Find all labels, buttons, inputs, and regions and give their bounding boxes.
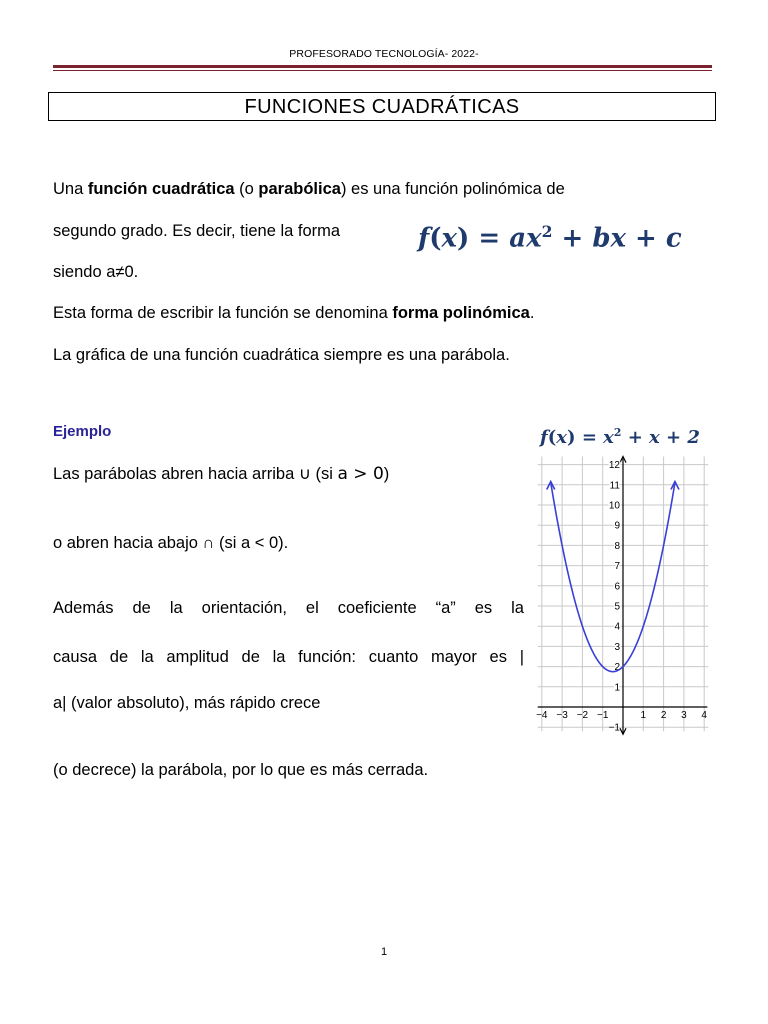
example-formula: $f(x) = x^2 + x + 2$ xyxy=(540,426,700,448)
example-line-3: Además de la orientación, el coeficiente “a” es la xyxy=(53,599,524,617)
example-line-1: Las parábolas abren hacia arriba ∪ (si a > 0) xyxy=(53,464,390,484)
y-tick-label: 9 xyxy=(614,520,620,532)
intro-line-5: La gráfica de una función cuadrática siempre es una parábola. xyxy=(53,346,510,364)
y-tick-label: 10 xyxy=(608,500,620,512)
page-title: FUNCIONES CUADRÁTICAS xyxy=(48,92,716,121)
example-line-4: causa de la amplitud de la función: cuanto mayor es | xyxy=(53,648,524,666)
intro-line-3: siendo a≠0. xyxy=(53,263,139,281)
x-tick-label: 1 xyxy=(640,710,647,721)
example-heading: Ejemplo xyxy=(53,423,112,440)
intro-line-4: Esta forma de escribir la función se denomina forma polinómica. xyxy=(53,304,535,322)
y-tick-label: 7 xyxy=(614,561,620,573)
y-tick-label: 2 xyxy=(614,662,620,674)
x-tick-label: −3 xyxy=(556,710,568,721)
term-parabolic: parabólica xyxy=(258,180,341,198)
y-tick-label: 4 xyxy=(614,621,620,633)
intro-line-1 xyxy=(53,179,565,199)
y-tick-label: 6 xyxy=(614,581,620,593)
intro-line-2: segundo grado. Es decir, tiene la forma xyxy=(53,222,341,240)
y-tick-label: 8 xyxy=(614,540,620,552)
header-rule-thick xyxy=(53,65,712,68)
y-tick-label: 5 xyxy=(614,601,620,613)
x-tick-label: −1 xyxy=(596,710,609,721)
intro-text: ) es una función polinómica de xyxy=(340,180,565,198)
intro-text: Una xyxy=(53,180,88,198)
x-tick-label: 2 xyxy=(660,710,667,721)
general-formula: $f(x) = ax^2$ + bx + c xyxy=(418,222,682,254)
page-number: 1 xyxy=(380,946,388,958)
header-rule-thin xyxy=(53,70,712,71)
y-tick-label: 12 xyxy=(608,460,620,472)
condition-a-positive: a > 0 xyxy=(337,464,384,484)
y-tick-label-negative: −1 xyxy=(608,722,620,734)
example-line-2: o abren hacia abajo ∩ (si a < 0). xyxy=(53,534,289,552)
x-tick-label: −2 xyxy=(576,710,589,721)
term-polynomial-form: forma polinómica xyxy=(392,304,530,322)
intro-text: (o xyxy=(234,180,259,198)
x-tick-label: 3 xyxy=(681,710,687,721)
graph-axes xyxy=(538,457,708,735)
example-line-6: (o decrece) la parábola, por lo que es más cerrada. xyxy=(53,761,429,779)
document-header: PROFESORADO TECNOLOGÍA- 2022- xyxy=(289,48,479,60)
x-tick-label: −4 xyxy=(536,710,548,721)
x-tick-label: 4 xyxy=(701,710,707,721)
example-line-5: a| (valor absoluto), más rápido crece xyxy=(53,694,321,712)
y-tick-label: 11 xyxy=(609,480,620,492)
parabola-graph xyxy=(535,454,715,739)
term-quadratic: función cuadrática xyxy=(87,180,235,198)
y-tick-label: 1 xyxy=(614,682,620,694)
y-tick-label: 3 xyxy=(614,641,620,653)
